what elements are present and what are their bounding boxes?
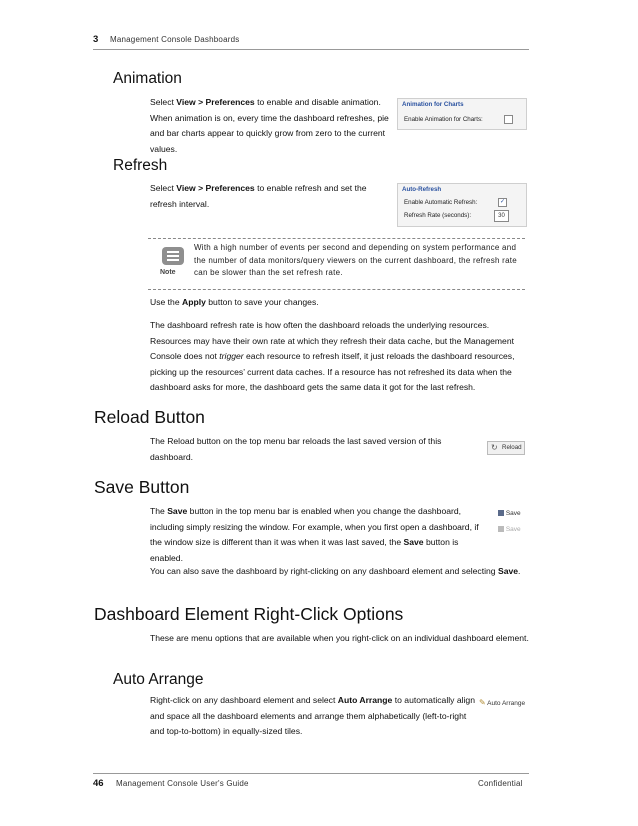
chapter-number: 3 bbox=[93, 34, 99, 45]
refresh-rate-input[interactable]: 30 bbox=[494, 210, 509, 222]
animation-paragraph: Select View > Preferences to enable and disable animation. When animation is on, every time the dashboard refreshes, pie and bar charts appear to quickly grow from zero to the current values. bbox=[150, 97, 389, 154]
auto-arrange-menu-screenshot bbox=[479, 698, 525, 707]
guide-title: Management Console User's Guide bbox=[116, 779, 249, 788]
refresh-checkbox-label: Enable Automatic Refresh: bbox=[404, 199, 478, 206]
animation-settings-screenshot bbox=[397, 98, 527, 130]
chapter-title: Management Console Dashboards bbox=[110, 35, 240, 44]
animation-checkbox-label: Enable Animation for Charts: bbox=[404, 116, 483, 123]
note-label: Note bbox=[160, 269, 176, 276]
autoarrange-heading: Auto Arrange bbox=[113, 671, 204, 688]
reload-icon: ↻ bbox=[491, 443, 498, 452]
save-enabled-label: Save bbox=[505, 510, 521, 517]
auto-arrange-icon: ✎ bbox=[479, 698, 486, 707]
save-heading: Save Button bbox=[94, 477, 190, 497]
refresh-checkbox[interactable]: ✓ bbox=[499, 199, 506, 205]
refresh-rate-paragraph: The dashboard refresh rate is how often the dashboard reloads the underlying resources. Resources may have their own rate at which they refresh their data cache, but the Management Console does not trigger each resource to refresh itself, it just reloads the dashboard resources, picking up the resources’ current data caches. If a resource has not refreshed its data when the dashboard asks for more, the dashboard gets the same data it got for the last refresh. bbox=[150, 320, 515, 392]
page-number: 46 bbox=[93, 778, 104, 789]
refresh-legend: Auto-Refresh bbox=[402, 186, 442, 193]
autoarrange-paragraph: Right-click on any dashboard element and select Auto Arrange to automatically align and space all the dashboard elements and arrange them alphabetically (left-to-right and top-to-bottom) in equally-sized tiles. bbox=[150, 695, 475, 736]
save-paragraph: The Save button in the top menu bar is enabled when you change the dashboard, including simply resizing the window. For example, when you first open a dashboard, if the window size is different than it was when it was last saved, the Save button is enabled. bbox=[150, 506, 479, 563]
apply-paragraph: Use the Apply button to save your changes. bbox=[150, 297, 319, 307]
animation-checkbox[interactable] bbox=[504, 115, 513, 124]
save-disabled-icon bbox=[498, 526, 504, 532]
refresh-heading: Refresh bbox=[113, 157, 168, 174]
reload-button-screenshot bbox=[487, 441, 525, 455]
reload-paragraph: The Reload button on the top menu bar reloads the last saved version of this dashboard. bbox=[150, 436, 442, 462]
note-text: With a high number of events per second and depending on system performance and the number of data monitors/query viewers on the current dashboard, the refresh rate can be slower than the set refresh rate. bbox=[194, 243, 517, 277]
reload-button-label: Reload bbox=[502, 444, 522, 451]
rightclick-heading: Dashboard Element Right-Click Options bbox=[94, 604, 404, 624]
refresh-settings-screenshot bbox=[397, 183, 527, 227]
save-icon bbox=[498, 510, 504, 516]
save-disabled-label: Save bbox=[505, 526, 521, 533]
rightclick-paragraph: These are menu options that are available when you right-click on an individual dashboard element. bbox=[150, 633, 529, 643]
animation-heading: Animation bbox=[113, 70, 182, 87]
refresh-rate-label: Refresh Rate (seconds): bbox=[404, 212, 472, 219]
save-button-enabled-screenshot bbox=[498, 510, 521, 517]
menu-path: View > Preferences bbox=[176, 183, 255, 193]
footer-divider bbox=[93, 773, 529, 774]
confidential-label: Confidential bbox=[478, 779, 523, 788]
save-button-disabled-screenshot bbox=[498, 526, 521, 533]
menu-path: View > Preferences bbox=[176, 97, 255, 107]
note-icon bbox=[162, 247, 184, 265]
auto-arrange-menu-label: Auto Arrange bbox=[487, 700, 526, 707]
save-rightclick-paragraph: You can also save the dashboard by right-clicking on any dashboard element and selecting Save. bbox=[150, 566, 521, 576]
note-box bbox=[148, 238, 525, 290]
refresh-paragraph: Select View > Preferences to enable refresh and set the refresh interval. bbox=[150, 183, 367, 209]
animation-legend: Animation for Charts bbox=[402, 101, 464, 108]
reload-heading: Reload Button bbox=[94, 407, 205, 427]
header-divider bbox=[93, 49, 529, 50]
